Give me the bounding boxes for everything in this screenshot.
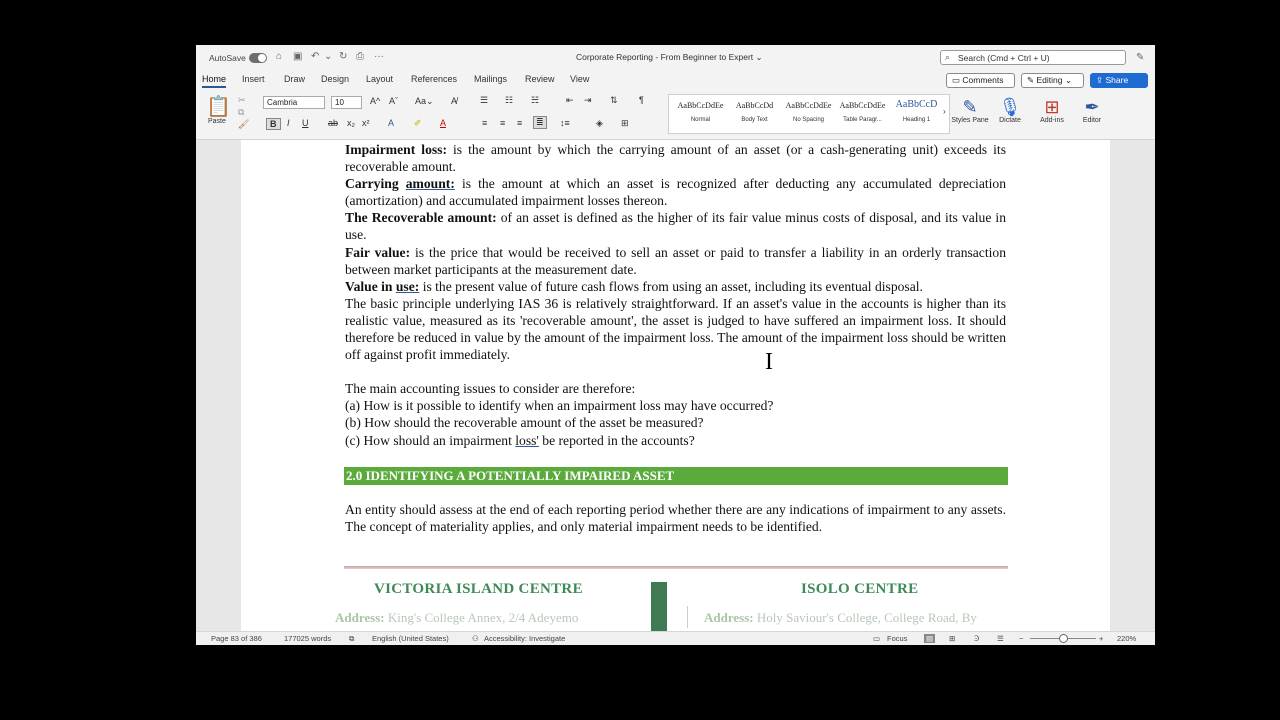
chevron-down-icon: ⌄ bbox=[1062, 75, 1072, 85]
font-name-select[interactable] bbox=[263, 96, 325, 109]
footer-center-line bbox=[687, 606, 688, 628]
term: use: bbox=[395, 278, 420, 294]
document-canvas[interactable] bbox=[196, 140, 1155, 631]
term: Impairment loss: bbox=[345, 142, 447, 157]
section-heading: 2.0 IDENTIFYING A POTENTIALLY IMPAIRED ASSET bbox=[344, 467, 1008, 485]
definition-value-in-use bbox=[345, 278, 1006, 295]
editor-label: Editor bbox=[1082, 117, 1102, 124]
issue-c bbox=[345, 432, 1006, 449]
address-text: Holy Saviour's College, College Road, By bbox=[753, 610, 977, 625]
editor-button[interactable] bbox=[1071, 97, 1113, 124]
grow-font-icon[interactable]: A^ bbox=[370, 96, 381, 106]
undo-dropdown-icon[interactable]: ⌄ bbox=[324, 51, 333, 62]
align-left-icon[interactable]: ≡ bbox=[482, 118, 488, 128]
bullets-icon[interactable]: ☰ bbox=[480, 95, 489, 105]
font-color-icon[interactable]: A bbox=[440, 118, 447, 128]
zoom-level[interactable]: 220% bbox=[1117, 634, 1137, 643]
justify-icon[interactable]: ≣ bbox=[533, 116, 547, 129]
home-icon[interactable]: ⌂ bbox=[276, 51, 283, 62]
numbering-icon[interactable]: ☷ bbox=[505, 95, 514, 105]
term: Carrying bbox=[345, 176, 406, 192]
style-body-text[interactable] bbox=[728, 97, 781, 131]
clipboard-icon[interactable]: 📋 bbox=[206, 96, 231, 118]
clear-formatting-icon[interactable]: A̸ bbox=[451, 96, 458, 106]
address-text: King's College Annex, 2/4 Adeyemo bbox=[384, 610, 579, 625]
proofing-icon[interactable]: ⧉ bbox=[349, 634, 355, 643]
style-sample: AaBbCcDdEe bbox=[677, 101, 724, 110]
style-normal[interactable] bbox=[674, 97, 727, 131]
highlight-icon[interactable]: ✐ bbox=[414, 118, 422, 128]
zoom-in-icon[interactable]: + bbox=[1099, 634, 1104, 643]
word-count[interactable]: 177025 words bbox=[284, 634, 332, 643]
styles-pane-label: Styles Pane bbox=[951, 117, 989, 124]
draft-icon[interactable]: Ꜿ bbox=[974, 634, 980, 643]
superscript-icon[interactable]: x² bbox=[362, 118, 370, 128]
addins-icon: ⊞ bbox=[1044, 97, 1060, 117]
focus-button[interactable]: Focus bbox=[887, 634, 908, 643]
definition: is the amount by which the carrying amount of an asset (or a cash-generating unit) exceeds its recoverable amount. bbox=[345, 142, 1006, 175]
section-paragraph: An entity should assess at the end of each reporting period whether there are any indications of impairment to any assets. The concept of materiality applies, and only material impairment needs to be identified. bbox=[345, 502, 1006, 535]
style-heading-1[interactable] bbox=[890, 97, 943, 131]
editing-button[interactable] bbox=[1021, 73, 1084, 88]
address-label: Address: bbox=[704, 610, 754, 625]
issue-c-part: loss' bbox=[515, 432, 539, 448]
borders-icon[interactable]: ⊞ bbox=[621, 118, 629, 128]
tab-insert[interactable]: Insert bbox=[242, 74, 265, 84]
comments-label: Comments bbox=[962, 75, 1004, 85]
language[interactable]: English (United States) bbox=[372, 634, 449, 643]
styles-gallery bbox=[668, 94, 950, 134]
more-icon[interactable]: ··· bbox=[374, 51, 384, 62]
text-effects-icon[interactable]: A bbox=[388, 118, 395, 128]
shading-icon[interactable]: ◈ bbox=[596, 118, 603, 128]
change-case-icon[interactable]: Aa⌄ bbox=[415, 96, 434, 106]
definition: is the present value of future cash flows from using an asset, including its eventual disposal. bbox=[419, 278, 923, 294]
outline-icon[interactable]: ☰ bbox=[997, 634, 1004, 643]
bold-icon[interactable]: B bbox=[266, 118, 281, 130]
style-table-paragraph[interactable] bbox=[836, 97, 889, 131]
definition: is the price that would be received to sell an asset or paid to transfer a liability in an orderly transaction between market participants at the measurement date. bbox=[345, 244, 1006, 277]
font-size-value: 10 bbox=[335, 98, 344, 107]
tab-draw[interactable]: Draw bbox=[284, 74, 306, 84]
footer-divider bbox=[344, 566, 1008, 569]
style-sample: AaBbCcDdEe bbox=[839, 101, 886, 110]
align-center-icon[interactable]: ≡ bbox=[500, 118, 506, 128]
tab-view[interactable]: View bbox=[570, 74, 590, 84]
principle-paragraph: The basic principle underlying IAS 36 is relatively straightforward. If an asset's value in the accounts is higher than its realistic value, measured as its 'recoverable amount', the asset is judged to have suffered an impairment loss. It should therefore be reduced in value by the amount of the impairment loss. The amount of the impairment loss should be written off against profit immediately. bbox=[345, 295, 1006, 363]
undo-icon[interactable]: ↶ bbox=[311, 51, 320, 62]
editing-label: Editing bbox=[1036, 75, 1063, 85]
definition-recoverable-amount bbox=[345, 209, 1006, 243]
subscript-icon[interactable]: x₂ bbox=[347, 118, 355, 128]
feedback-icon[interactable]: ✎ bbox=[1136, 52, 1145, 63]
font-name-value: Cambria bbox=[267, 98, 298, 107]
focus-icon: ▭ bbox=[873, 634, 881, 643]
title-bar bbox=[196, 45, 1155, 71]
strikethrough-icon[interactable]: ab bbox=[328, 118, 339, 128]
footer-left-title: VICTORIA ISLAND CENTRE bbox=[374, 581, 583, 597]
ribbon-tabs bbox=[196, 71, 1155, 91]
comment-icon: ▭ bbox=[952, 75, 963, 85]
decrease-indent-icon[interactable]: ⇤ bbox=[566, 95, 574, 105]
footer-center-bar bbox=[651, 582, 667, 631]
styles-pane-button[interactable] bbox=[949, 97, 991, 124]
chevron-right-icon[interactable]: › bbox=[943, 107, 946, 116]
term: Value in bbox=[345, 278, 396, 294]
zoom-out-icon[interactable]: − bbox=[1019, 634, 1024, 643]
definition-carrying-amount bbox=[345, 175, 1006, 209]
editor-icon: ✒ bbox=[1084, 97, 1100, 117]
term: The Recoverable amount: bbox=[345, 210, 497, 226]
footer-right-address bbox=[704, 610, 977, 626]
style-name: Heading 1 bbox=[902, 117, 931, 123]
accessibility-icon: ⚇ bbox=[472, 634, 479, 643]
accessibility-status[interactable]: Accessibility: Investigate bbox=[484, 634, 566, 643]
multilevel-list-icon[interactable]: ☵ bbox=[531, 95, 540, 105]
search-placeholder: Search (Cmd + Ctrl + U) bbox=[958, 53, 1050, 63]
tab-design[interactable]: Design bbox=[321, 74, 350, 84]
dictate-label: Dictate bbox=[999, 117, 1021, 124]
term: amount: bbox=[405, 176, 455, 192]
page-count[interactable]: Page 83 of 386 bbox=[211, 634, 262, 643]
print-icon[interactable]: ⎙ bbox=[356, 51, 364, 62]
autosave-toggle[interactable] bbox=[249, 53, 267, 63]
style-name: Normal bbox=[690, 117, 711, 123]
italic-icon[interactable]: I bbox=[287, 118, 290, 128]
copy-icon[interactable]: ⧉ bbox=[238, 107, 245, 117]
format-painter-icon[interactable]: 🖌 bbox=[238, 119, 250, 129]
issue-c-part: be reported in the accounts? bbox=[538, 432, 695, 448]
web-layout-icon[interactable]: ⊞ bbox=[949, 634, 956, 643]
style-no-spacing[interactable] bbox=[782, 97, 835, 131]
style-name: Body Text bbox=[741, 117, 768, 123]
autosave-label: AutoSave bbox=[209, 53, 246, 63]
ribbon-home bbox=[196, 91, 1155, 140]
underline-icon[interactable]: U bbox=[302, 118, 309, 128]
sort-icon[interactable]: ⇅ bbox=[610, 95, 618, 105]
share-icon: ⇪ bbox=[1096, 75, 1106, 85]
addins-button[interactable] bbox=[1031, 97, 1073, 124]
paste-label: Paste bbox=[208, 118, 226, 125]
save-icon[interactable]: ▣ bbox=[293, 51, 303, 62]
status-bar bbox=[196, 631, 1155, 645]
definition-impairment bbox=[345, 141, 1006, 175]
issue-a: (a) How is it possible to identify when an impairment loss may have occurred? bbox=[345, 398, 774, 414]
zoom-slider-handle[interactable] bbox=[1059, 634, 1068, 643]
issue-c-part: (c) How should an impairment bbox=[345, 432, 516, 448]
tab-layout[interactable]: Layout bbox=[366, 74, 394, 84]
line-spacing-icon[interactable]: ↕≡ bbox=[560, 118, 570, 128]
print-layout-icon[interactable]: ▤ bbox=[926, 634, 934, 643]
pencil-icon: ✎ bbox=[1027, 75, 1037, 85]
word-window bbox=[196, 45, 1155, 645]
dictate-button[interactable] bbox=[989, 97, 1031, 124]
style-name: No Spacing bbox=[792, 117, 825, 123]
style-sample: AaBbCcDd bbox=[735, 101, 774, 110]
address-label: Address: bbox=[335, 610, 385, 625]
tab-references[interactable]: References bbox=[411, 74, 458, 84]
footer-left-address bbox=[335, 610, 578, 626]
comments-button[interactable] bbox=[946, 73, 1015, 88]
issues-intro: The main accounting issues to consider are therefore: bbox=[345, 381, 636, 397]
increase-indent-icon[interactable]: ⇥ bbox=[584, 95, 592, 105]
term: Fair value: bbox=[345, 244, 411, 260]
share-label: Share bbox=[1105, 75, 1129, 85]
tab-mailings[interactable]: Mailings bbox=[474, 74, 508, 84]
search-box[interactable] bbox=[940, 50, 1126, 65]
share-button[interactable] bbox=[1090, 73, 1148, 88]
font-size-select[interactable] bbox=[331, 96, 362, 109]
align-right-icon[interactable]: ≡ bbox=[517, 118, 523, 128]
search-icon: ⌕ bbox=[945, 52, 951, 62]
shrink-font-icon[interactable]: Aˇ bbox=[389, 96, 398, 106]
microphone-icon: 🎙 bbox=[998, 97, 1022, 117]
definition: of an asset is defined as the higher of its fair value minus costs of disposal, and its value in use. bbox=[345, 210, 1007, 243]
document-title: Corporate Reporting - From Beginner to Expert ⌄ bbox=[576, 52, 763, 62]
definition-fair-value bbox=[345, 244, 1006, 278]
styles-pane-icon: ✎ bbox=[962, 97, 978, 117]
pilcrow-icon[interactable]: ¶ bbox=[639, 95, 644, 105]
tab-review[interactable]: Review bbox=[525, 74, 555, 84]
document-page[interactable] bbox=[241, 140, 1110, 631]
tab-home[interactable]: Home bbox=[202, 74, 226, 88]
addins-label: Add-ins bbox=[1040, 117, 1064, 124]
issue-b: (b) How should the recoverable amount of the asset be measured? bbox=[345, 415, 704, 431]
text-cursor-icon: I bbox=[765, 349, 773, 375]
style-name: Table Paragr... bbox=[843, 117, 882, 123]
footer-right-title: ISOLO CENTRE bbox=[801, 581, 919, 597]
document-body[interactable] bbox=[345, 141, 1006, 449]
definition: is the amount at which an asset is recognized after deducting any accumulated depreciation (amortization) and accumulated impairment losses thereon. bbox=[345, 176, 1007, 209]
cut-icon[interactable]: ✂ bbox=[238, 95, 246, 105]
redo-icon[interactable]: ↻ bbox=[339, 51, 348, 62]
style-sample: AaBbCcDdEe bbox=[785, 101, 832, 110]
style-sample: AaBbCcD bbox=[895, 99, 938, 110]
